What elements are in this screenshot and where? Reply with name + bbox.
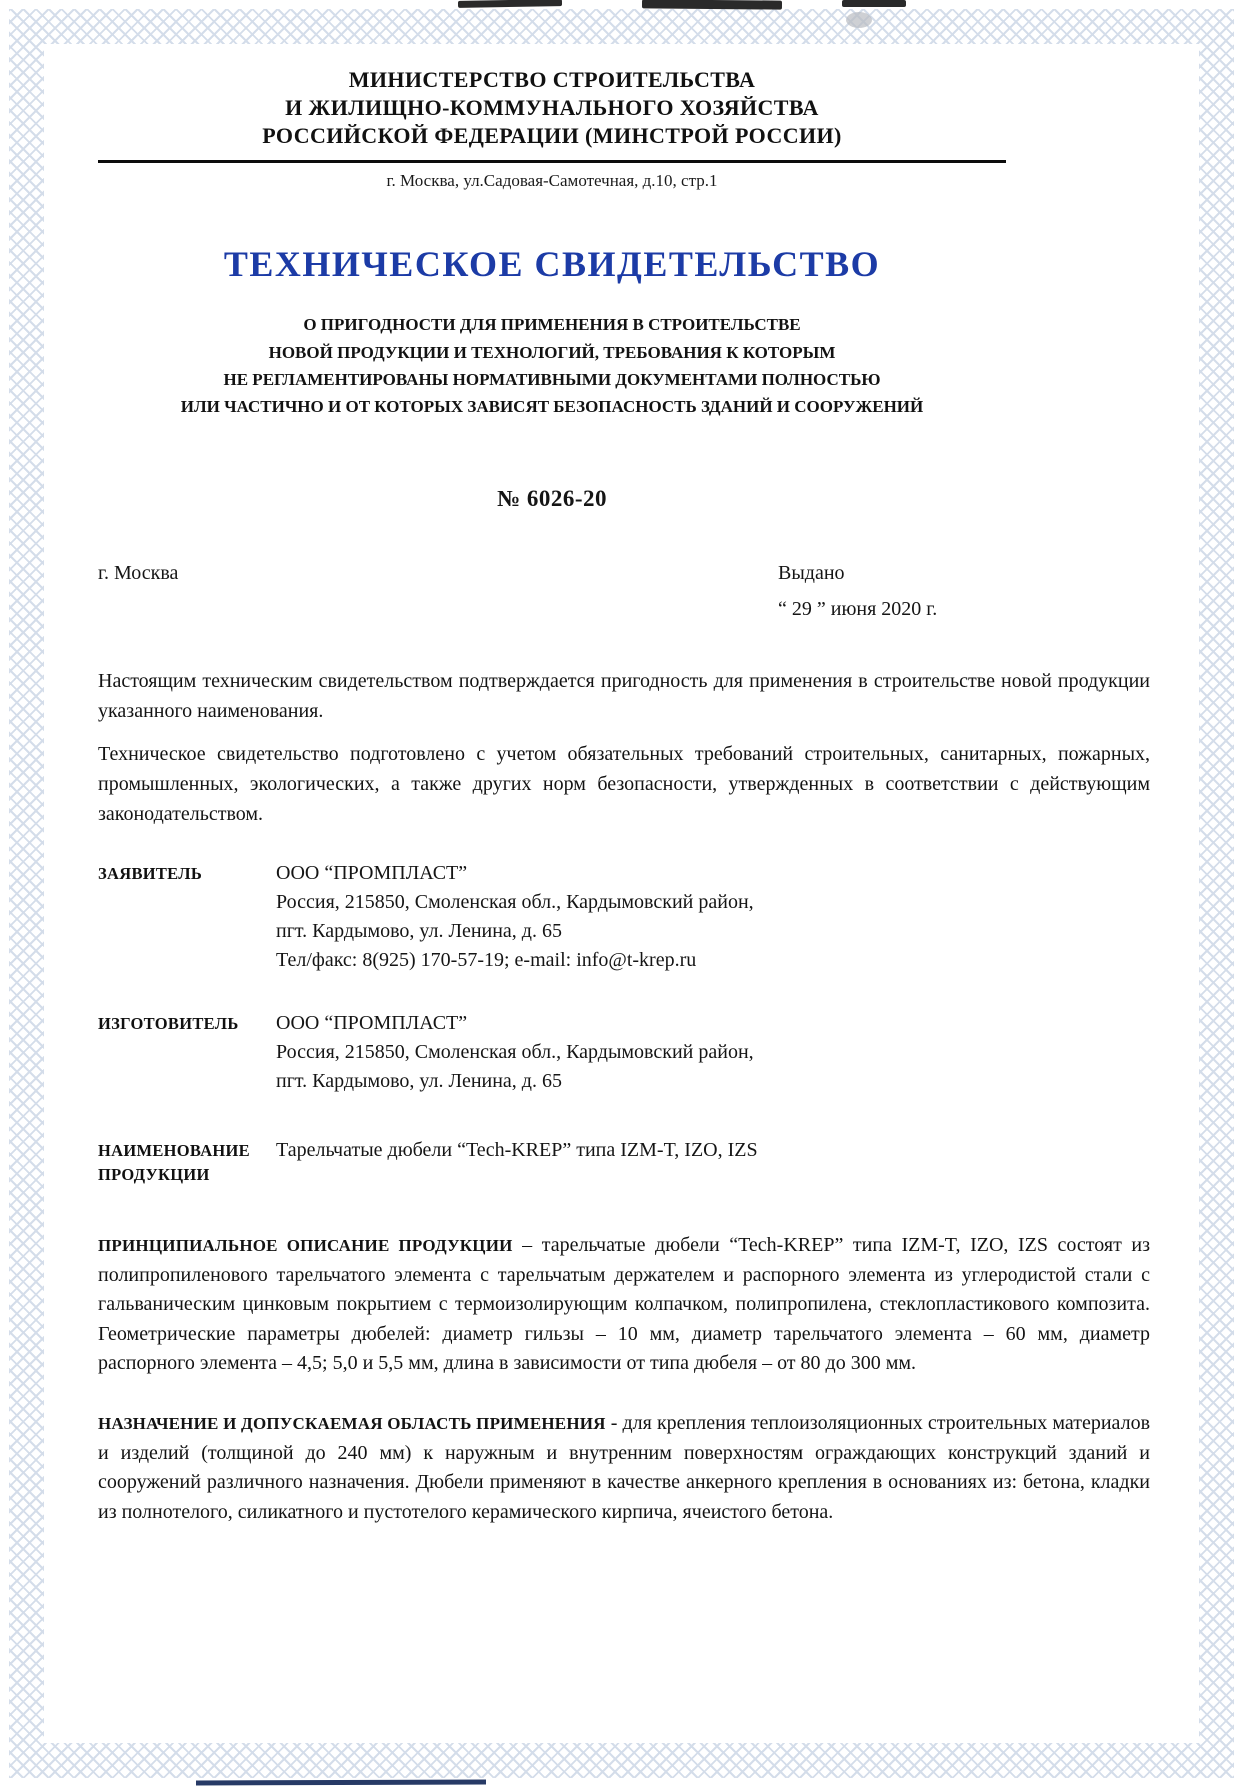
field-label: ЗАЯВИТЕЛЬ <box>98 864 203 884</box>
scan-artifact <box>196 1779 486 1785</box>
document-content <box>98 0 1150 1527</box>
field-value <box>276 859 1150 975</box>
paragraph-lead: НАЗНАЧЕНИЕ И ДОПУСКАЕМАЯ ОБЛАСТЬ ПРИМЕНЕНИЯ <box>98 1414 606 1433</box>
intro-paragraph: Техническое свидетельство подготовлено с учетом обязательных требований строительных, санитарных, пожарных, промышленных, экологических, а также других норм безопасности, утвержденных в соответствии с действующим законодательством. <box>98 743 1150 825</box>
paragraph-text: - для крепления теплоизоляционных строительных материалов и изделий (толщиной до 240 мм) к наружным и внутренним поверхностям ограждающих конструкций зданий и сооружений различного назначения. Дюбели применяют в качестве анкерного крепления в основаниях из: бетона, кладки из полнотелого, силикатного и пустотелого керамического кирпича, ячеистого бетона. <box>98 1412 1151 1523</box>
intro-paragraph: Настоящим техническим свидетельством подтверждается пригодность для применения в строительстве новой продукции указанного наименования. <box>98 670 1150 722</box>
field-product-name <box>98 1136 1150 1187</box>
field-label: ИЗГОТОВИТЕЛЬ <box>98 1014 239 1034</box>
field-line: пгт. Кардымово, ул. Ленина, д. 65 <box>276 1070 562 1093</box>
document-number: № 6026-20 <box>496 486 608 512</box>
field-label: НАИМЕНОВАНИЕ ПРОДУКЦИИ <box>98 1141 250 1185</box>
issue-block <box>778 562 1150 621</box>
field-value <box>276 1136 1150 1187</box>
paragraph-text: – тарельчатые дюбели “Tech-KREP” типа IZM-T, IZO, IZS состоят из полипропиленового тарельчатого элемента с тарельчатым держателем и распорного элемента из углеродистой стали с гальваническим цинковым покрытием с термоизолирующим колпачком, полипропилена, стеклопластикового композита. Геометрические параметры дюбелей: диаметр гильзы – 10 мм, диаметр тарельчатого элемента – 60 мм, диаметр распорного элемента – 4,5; 5,0 и 5,5 мм, длина в зависимости от типа дюбеля – от 80 до 300 мм. <box>98 1234 1151 1375</box>
issued-label: Выдано <box>778 562 845 585</box>
issue-city: г. Москва <box>98 562 179 585</box>
field-line: Россия, 215850, Смоленская обл., Кардымовский район, <box>276 1041 754 1064</box>
field-applicant <box>98 859 1150 975</box>
subtitle-line: НОВОЙ ПРОДУКЦИИ И ТЕХНОЛОГИЙ, ТРЕБОВАНИЯ К КОТОРЫМ <box>268 342 836 362</box>
field-line: ООО “ПРОМПЛАСТ” <box>276 862 468 885</box>
purpose-paragraph <box>98 1409 1150 1527</box>
field-line: Россия, 215850, Смоленская обл., Кардымовский район, <box>276 891 754 914</box>
field-line: Тел/факс: 8(925) 170-57-19; e-mail: info@t-krep.ru <box>276 949 697 972</box>
ministry-line: И ЖИЛИЩНО-КОММУНАЛЬНОГО ХОЗЯЙСТВА <box>285 95 819 121</box>
description-paragraph <box>98 1231 1150 1379</box>
field-line: пгт. Кардымово, ул. Ленина, д. 65 <box>276 920 562 943</box>
issue-row <box>98 562 1150 621</box>
document-title: ТЕХНИЧЕСКОЕ СВИДЕТЕЛЬСТВО <box>223 244 881 285</box>
document-header-block <box>98 0 1006 512</box>
ministry-address: г. Москва, ул.Садовая-Самотечная, д.10, стр.1 <box>386 171 718 191</box>
ministry-line: МИНИСТЕРСТВО СТРОИТЕЛЬСТВА <box>348 67 756 92</box>
subtitle-line: ИЛИ ЧАСТИЧНО И ОТ КОТОРЫХ ЗАВИСЯТ БЕЗОПАСНОСТЬ ЗДАНИЙ И СООРУЖЕНИЙ <box>180 397 924 417</box>
field-line: ООО “ПРОМПЛАСТ” <box>276 1012 468 1035</box>
ministry-header <box>98 66 1006 150</box>
field-line: Тарельчатые дюбели “Tech-KREP” типа IZM-T, IZO, IZS <box>276 1139 758 1162</box>
paragraph-lead: ПРИНЦИПИАЛЬНОЕ ОПИСАНИЕ ПРОДУКЦИИ <box>98 1236 513 1256</box>
subtitle-line: НЕ РЕГЛАМЕНТИРОВАНЫ НОРМАТИВНЫМИ ДОКУМЕНТАМИ ПОЛНОСТЬЮ <box>223 369 881 389</box>
ministry-line: РОССИЙСКОЙ ФЕДЕРАЦИИ (МИНСТРОЙ РОССИИ) <box>262 123 842 149</box>
issued-date: “ 29 ” июня 2020 г. <box>778 598 938 621</box>
field-value <box>276 1009 1150 1096</box>
header-rule <box>98 160 1006 163</box>
field-manufacturer <box>98 1009 1150 1096</box>
subtitle-line: О ПРИГОДНОСТИ ДЛЯ ПРИМЕНЕНИЯ В СТРОИТЕЛЬСТВЕ <box>303 315 801 335</box>
document-subtitle <box>98 311 1006 420</box>
